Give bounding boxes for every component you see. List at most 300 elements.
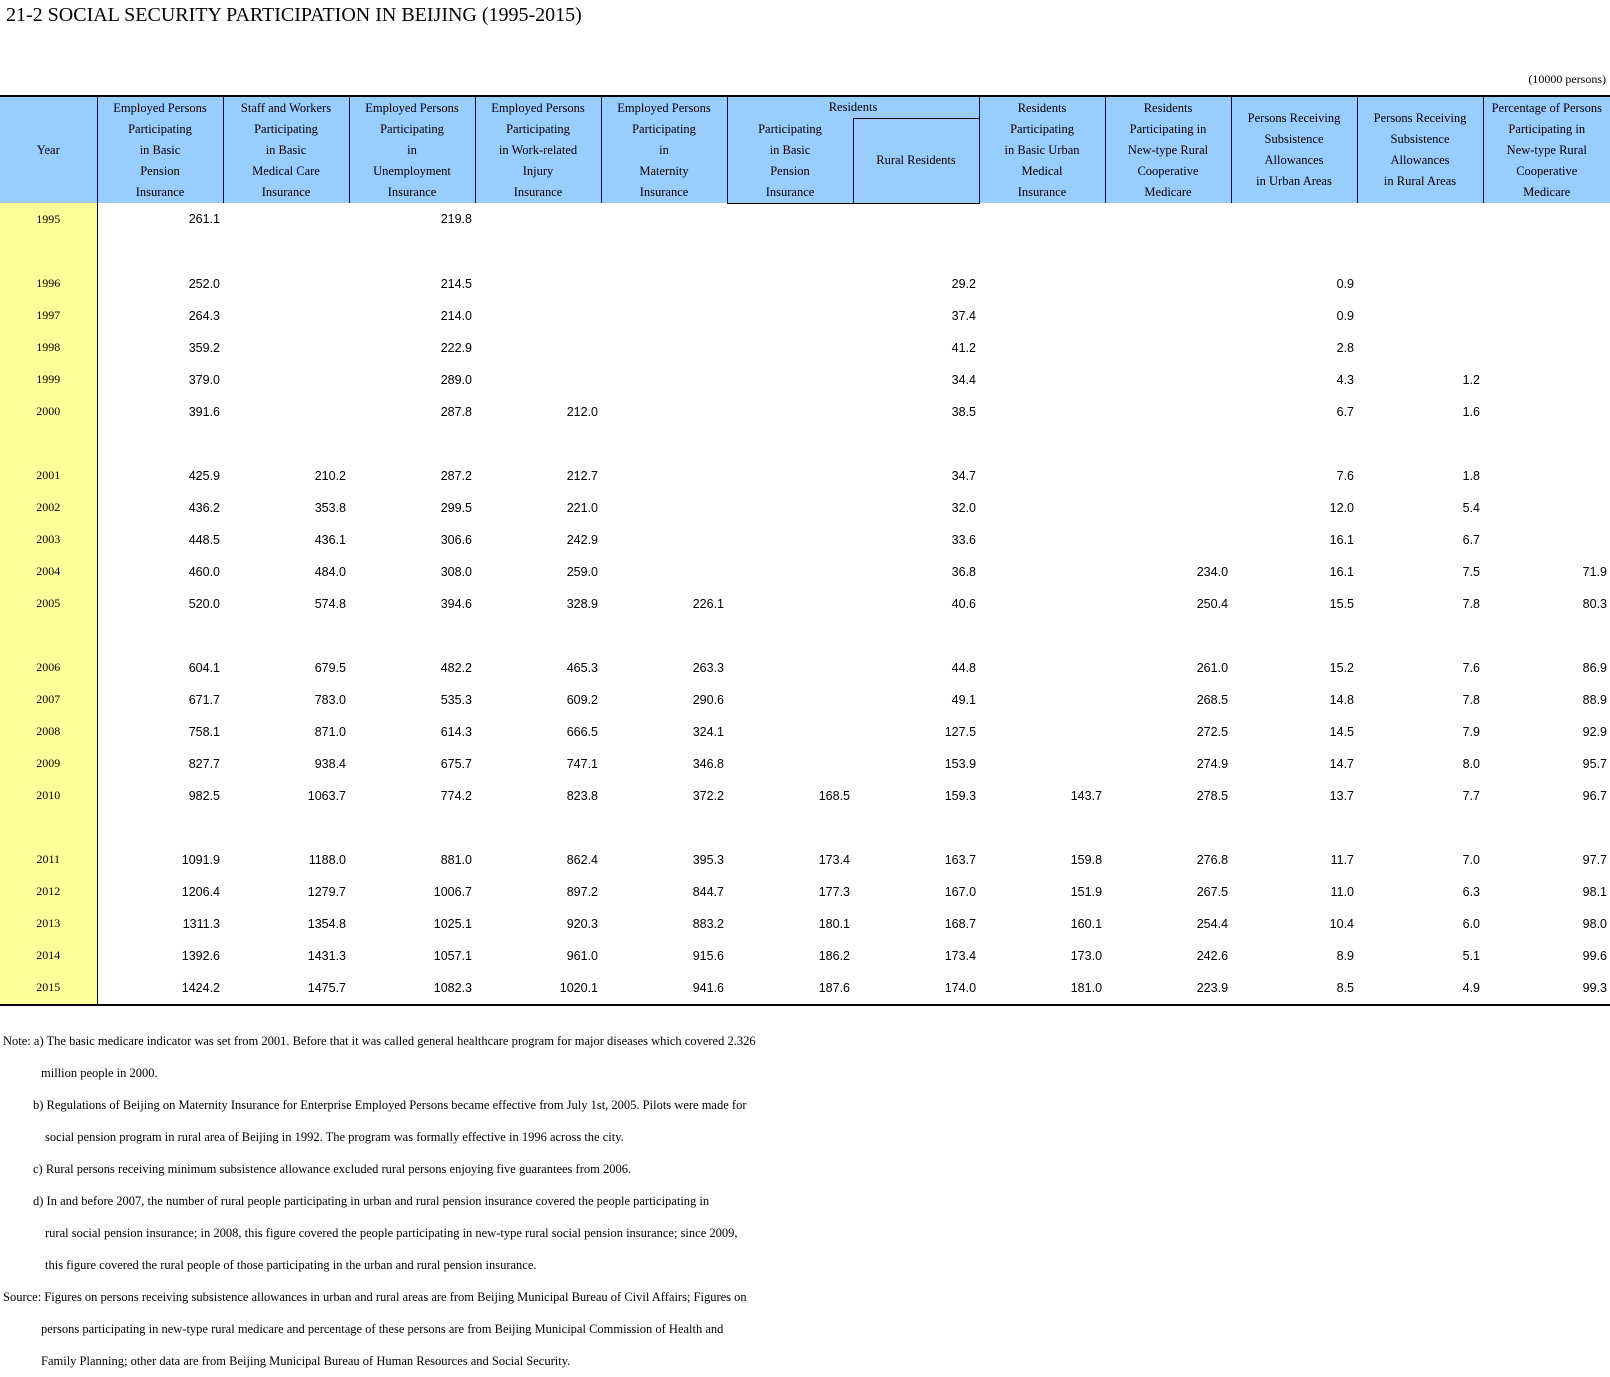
header-maternity-line3: in xyxy=(659,142,669,157)
cell-residents-pension xyxy=(727,300,853,332)
cell-rural-cooperative xyxy=(1105,524,1231,556)
empty-cell xyxy=(475,428,601,460)
cell-maternity: 395.3 xyxy=(692,852,724,867)
table-row-1995 xyxy=(0,203,1610,236)
header-medical-care-line3: in Basic xyxy=(265,142,307,157)
empty-cell xyxy=(853,620,979,652)
empty-cell xyxy=(853,236,979,268)
table-row-2004 xyxy=(0,556,1610,588)
header-maternity xyxy=(601,96,727,203)
cell-rural-cooperative xyxy=(1105,268,1231,300)
notes-section xyxy=(3,1025,1603,1377)
cell-percentage-cooperative: 96.7 xyxy=(1582,788,1608,803)
cell-residents-pension xyxy=(727,332,853,364)
year-cell: 2001 xyxy=(0,460,97,492)
cell-medical-care: 484.0 xyxy=(314,564,346,579)
header-rural-subsistence-line2: Subsistence xyxy=(1390,132,1450,146)
header-maternity-line4: Maternity xyxy=(639,163,689,178)
table-row-2012 xyxy=(0,876,1610,908)
cell-rural-residents: 44.8 xyxy=(951,660,977,675)
cell-urban-medical xyxy=(979,652,1105,684)
empty-cell xyxy=(979,428,1105,460)
cell-urban-medical xyxy=(979,524,1105,556)
cell-maternity: 915.6 xyxy=(692,948,724,963)
year-cell: 2014 xyxy=(0,940,97,972)
cell-urban-subsistence: 14.7 xyxy=(1329,756,1355,771)
cell-urban-subsistence: 0.9 xyxy=(1336,276,1355,291)
cell-urban-subsistence: 13.7 xyxy=(1329,788,1355,803)
cell-work-injury: 242.9 xyxy=(566,532,598,547)
cell-urban-subsistence: 11.7 xyxy=(1330,852,1355,867)
cell-rural-subsistence: 5.1 xyxy=(1462,948,1481,963)
cell-maternity xyxy=(601,524,727,556)
unit-label: (10000 persons) xyxy=(1528,72,1606,86)
note-b-line1: b) Regulations of Beijing on Maternity Insurance for Enterprise Employed Persons became effective from July 1st, 2005. Pilots were made for xyxy=(33,1098,747,1112)
year-cell: 1995 xyxy=(0,203,97,236)
year-cell: 2000 xyxy=(0,396,97,428)
empty-cell xyxy=(1357,620,1483,652)
cell-pension: 1311.3 xyxy=(182,916,220,931)
header-urban-subsistence-line1: Persons Receiving xyxy=(1247,111,1341,125)
cell-unemployment: 1006.7 xyxy=(433,884,472,899)
cell-residents-pension xyxy=(727,364,853,396)
cell-urban-subsistence: 16.1 xyxy=(1329,532,1355,547)
cell-pension: 252.0 xyxy=(188,276,220,291)
header-percentage-cooperative xyxy=(1483,96,1610,203)
note-c: c) Rural persons receiving minimum subsistence allowance excluded rural persons enjoying five guarantees from 2006. xyxy=(33,1162,632,1176)
cell-unemployment: 219.8 xyxy=(440,212,472,227)
table-row-2006 xyxy=(0,652,1610,684)
cell-rural-residents: 37.4 xyxy=(951,308,977,323)
cell-residents-pension xyxy=(727,652,853,684)
cell-work-injury: 328.9 xyxy=(566,596,598,611)
cell-rural-residents: 33.6 xyxy=(951,532,977,547)
note-a-line2: million people in 2000. xyxy=(41,1066,158,1080)
header-year: Year xyxy=(0,96,97,203)
empty-cell xyxy=(349,620,475,652)
header-urban-subsistence-line2: Subsistence xyxy=(1264,132,1324,146)
cell-rural-cooperative: 274.9 xyxy=(1196,756,1229,771)
cell-maternity: 346.8 xyxy=(692,756,724,771)
table-row-2000 xyxy=(0,396,1610,428)
cell-unemployment: 394.6 xyxy=(440,596,472,611)
cell-residents-pension: 173.4 xyxy=(818,852,850,867)
empty-cell xyxy=(1105,428,1231,460)
cell-rural-residents: 167.0 xyxy=(944,884,977,899)
header-unemployment-line1: Employed Persons xyxy=(365,100,459,115)
cell-maternity xyxy=(601,556,727,588)
header-rural-cooperative-line2: Participating in xyxy=(1129,121,1207,136)
cell-percentage-cooperative xyxy=(1483,268,1610,300)
header-urban-medical xyxy=(979,96,1105,203)
cell-medical-care xyxy=(223,300,349,332)
cell-percentage-cooperative xyxy=(1483,203,1610,236)
cell-rural-residents: 29.2 xyxy=(951,276,977,291)
table-row-2003 xyxy=(0,524,1610,556)
cell-rural-subsistence: 7.0 xyxy=(1462,852,1481,867)
cell-urban-medical xyxy=(979,203,1105,236)
cell-maternity xyxy=(601,268,727,300)
header-medical-care-line1: Staff and Workers xyxy=(240,100,332,115)
cell-rural-subsistence: 7.6 xyxy=(1462,660,1481,675)
cell-rural-subsistence: 8.0 xyxy=(1462,756,1481,771)
cell-urban-subsistence: 10.4 xyxy=(1329,916,1355,931)
note-a-line1: Note: a) The basic medicare indicator was set from 2001. Before that it was called general healthcare program for major diseases which covered 2.326 xyxy=(3,1034,756,1048)
header-maternity-line2: Participating xyxy=(632,121,696,136)
cell-rural-residents: 49.1 xyxy=(951,692,977,707)
cell-urban-subsistence: 2.8 xyxy=(1336,340,1355,355)
header-medical-care-line2: Participating xyxy=(254,121,318,136)
cell-rural-residents: 36.8 xyxy=(951,564,977,579)
empty-cell xyxy=(349,812,475,844)
cell-rural-subsistence: 6.7 xyxy=(1462,532,1481,547)
cell-rural-subsistence: 1.2 xyxy=(1462,372,1481,387)
header-urban-medical-line3: in Basic Urban xyxy=(1004,142,1080,157)
cell-maternity xyxy=(601,332,727,364)
header-work-injury-line2: Participating xyxy=(506,121,570,136)
year-cell: 2011 xyxy=(0,844,97,876)
cell-maternity: 290.6 xyxy=(692,692,724,707)
header-unemployment-line2: Participating xyxy=(380,121,444,136)
empty-cell xyxy=(475,236,601,268)
empty-cell xyxy=(1483,428,1610,460)
cell-rural-cooperative: 234.0 xyxy=(1196,564,1229,579)
cell-percentage-cooperative: 88.9 xyxy=(1582,692,1608,707)
empty-cell xyxy=(97,812,223,844)
header-medical-care-line4: Medical Care xyxy=(252,163,320,178)
cell-rural-subsistence: 6.3 xyxy=(1462,884,1481,899)
cell-urban-medical xyxy=(979,268,1105,300)
header-rural-cooperative-line3: New-type Rural xyxy=(1127,142,1209,157)
year-cell: 2008 xyxy=(0,716,97,748)
header-unemployment-line5: Insurance xyxy=(387,184,437,199)
empty-cell xyxy=(475,812,601,844)
empty-cell xyxy=(475,620,601,652)
note-d-line1: d) In and before 2007, the number of rural people participating in urban and rural pension insurance covered the people participating in xyxy=(33,1194,710,1208)
cell-unemployment: 774.2 xyxy=(440,788,472,803)
empty-cell xyxy=(1357,812,1483,844)
header-rural-subsistence-line4: in Rural Areas xyxy=(1383,174,1457,188)
header-unemployment-line4: Unemployment xyxy=(373,163,451,178)
spacer-row xyxy=(0,428,1610,460)
cell-medical-care xyxy=(223,364,349,396)
cell-pension: 264.3 xyxy=(188,308,220,323)
cell-rural-cooperative: 254.4 xyxy=(1196,916,1229,931)
empty-cell xyxy=(601,236,727,268)
table-row-2001 xyxy=(0,460,1610,492)
cell-rural-cooperative: 261.0 xyxy=(1196,660,1229,675)
cell-work-injury: 961.0 xyxy=(566,948,598,963)
header-urban-medical-line2: Participating xyxy=(1010,121,1074,136)
cell-percentage-cooperative xyxy=(1483,492,1610,524)
table-row-2008 xyxy=(0,716,1610,748)
empty-cell xyxy=(727,236,853,268)
cell-rural-cooperative: 276.8 xyxy=(1196,852,1229,867)
cell-medical-care xyxy=(223,396,349,428)
cell-unemployment: 287.2 xyxy=(440,468,472,483)
year-cell: 2006 xyxy=(0,652,97,684)
cell-medical-care: 1431.3 xyxy=(307,948,346,963)
empty-cell xyxy=(1105,236,1231,268)
cell-rural-cooperative: 242.6 xyxy=(1196,948,1229,963)
cell-unemployment: 1025.1 xyxy=(433,916,472,931)
cell-urban-medical: 143.7 xyxy=(1070,788,1103,803)
cell-urban-medical xyxy=(979,716,1105,748)
cell-work-injury: 212.0 xyxy=(566,404,598,419)
year-cell: 2005 xyxy=(0,588,97,620)
empty-cell xyxy=(349,236,475,268)
table-row-2013 xyxy=(0,908,1610,940)
cell-work-injury: 1020.1 xyxy=(475,972,601,1005)
cell-rural-residents: 174.0 xyxy=(853,972,979,1005)
cell-pension: 436.2 xyxy=(188,500,220,515)
empty-cell xyxy=(349,428,475,460)
cell-percentage-cooperative xyxy=(1483,300,1610,332)
cell-pension: 1091.9 xyxy=(181,852,220,867)
cell-percentage-cooperative xyxy=(1483,332,1610,364)
cell-pension: 391.6 xyxy=(188,404,220,419)
cell-rural-residents: 153.9 xyxy=(944,756,977,771)
cell-work-injury: 221.0 xyxy=(566,500,598,515)
cell-urban-subsistence: 11.0 xyxy=(1330,884,1355,899)
empty-cell xyxy=(1357,428,1483,460)
cell-urban-medical: 160.1 xyxy=(1070,916,1103,931)
header-pension-line3: in Basic xyxy=(139,142,181,157)
empty-cell xyxy=(1231,812,1357,844)
cell-rural-subsistence: 1.8 xyxy=(1462,468,1481,483)
header-rural-subsistence xyxy=(1357,96,1483,203)
cell-percentage-cooperative: 92.9 xyxy=(1582,724,1608,739)
cell-unemployment: 1082.3 xyxy=(349,972,475,1005)
cell-unemployment: 881.0 xyxy=(440,852,472,867)
empty-cell xyxy=(1231,620,1357,652)
cell-residents-pension xyxy=(727,460,853,492)
year-cell: 2007 xyxy=(0,684,97,716)
cell-urban-medical xyxy=(979,492,1105,524)
header-residents-pension-line5: Insurance xyxy=(765,184,815,199)
cell-medical-care xyxy=(223,332,349,364)
cell-rural-residents: 32.0 xyxy=(951,500,977,515)
year-cell: 1999 xyxy=(0,364,97,396)
table-row-1997 xyxy=(0,300,1610,332)
cell-rural-subsistence xyxy=(1357,203,1483,236)
cell-unemployment: 289.0 xyxy=(440,372,472,387)
cell-percentage-cooperative: 97.7 xyxy=(1582,852,1608,867)
table-row-2005 xyxy=(0,588,1610,620)
cell-maternity: 883.2 xyxy=(692,916,724,931)
year-cell-empty xyxy=(0,236,97,268)
cell-urban-subsistence: 15.5 xyxy=(1329,596,1355,611)
page-title: 21-2 SOCIAL SECURITY PARTICIPATION IN BEIJING (1995-2015) xyxy=(6,4,582,26)
header-maternity-line1: Employed Persons xyxy=(617,100,711,115)
year-cell: 2012 xyxy=(0,876,97,908)
cell-medical-care: 679.5 xyxy=(314,660,346,675)
cell-work-injury: 609.2 xyxy=(566,692,598,707)
cell-maternity: 372.2 xyxy=(692,788,724,803)
cell-percentage-cooperative: 80.3 xyxy=(1582,596,1608,611)
empty-cell xyxy=(727,620,853,652)
cell-rural-residents: 38.5 xyxy=(951,404,977,419)
cell-maternity xyxy=(601,300,727,332)
header-residents-pension-group xyxy=(727,96,979,119)
header-maternity-line5: Insurance xyxy=(639,184,689,199)
empty-cell xyxy=(601,812,727,844)
cell-rural-subsistence: 6.0 xyxy=(1462,916,1481,931)
cell-urban-subsistence: 8.9 xyxy=(1336,948,1355,963)
cell-urban-medical xyxy=(979,684,1105,716)
cell-work-injury: 747.1 xyxy=(566,756,598,771)
cell-rural-cooperative xyxy=(1105,203,1231,236)
cell-residents-pension xyxy=(727,556,853,588)
cell-rural-subsistence xyxy=(1357,300,1483,332)
cell-pension: 758.1 xyxy=(188,724,220,739)
cell-work-injury: 823.8 xyxy=(566,788,598,803)
cell-unemployment: 1057.1 xyxy=(433,948,472,963)
year-cell: 2003 xyxy=(0,524,97,556)
cell-percentage-cooperative: 86.9 xyxy=(1582,660,1608,675)
cell-percentage-cooperative: 98.1 xyxy=(1582,884,1608,899)
cell-medical-care xyxy=(223,268,349,300)
cell-percentage-cooperative: 99.6 xyxy=(1582,948,1608,963)
cell-work-injury: 666.5 xyxy=(566,724,598,739)
cell-unemployment: 287.8 xyxy=(440,404,472,419)
header-residents-pension-line3: in Basic xyxy=(769,142,811,157)
empty-cell xyxy=(97,236,223,268)
cell-rural-residents: 173.4 xyxy=(944,948,977,963)
cell-unemployment: 214.0 xyxy=(440,308,472,323)
cell-residents-pension xyxy=(727,748,853,780)
header-medical-care xyxy=(223,96,349,203)
cell-urban-subsistence: 15.2 xyxy=(1329,660,1355,675)
cell-rural-cooperative xyxy=(1105,492,1231,524)
cell-residents-pension xyxy=(727,588,853,620)
cell-urban-medical xyxy=(979,396,1105,428)
cell-maternity xyxy=(601,203,727,236)
spacer-row xyxy=(0,620,1610,652)
cell-residents-pension xyxy=(727,203,853,236)
cell-percentage-cooperative xyxy=(1483,364,1610,396)
cell-residents-pension: 168.5 xyxy=(818,788,850,803)
cell-rural-residents xyxy=(853,203,979,236)
empty-cell xyxy=(601,620,727,652)
header-percentage-cooperative-line1: Percentage of Persons xyxy=(1491,100,1602,115)
cell-work-injury xyxy=(475,364,601,396)
cell-medical-care: 1188.0 xyxy=(308,852,346,867)
empty-cell xyxy=(979,812,1105,844)
year-cell: 2010 xyxy=(0,780,97,812)
cell-medical-care: 1279.7 xyxy=(307,884,346,899)
cell-rural-cooperative: 250.4 xyxy=(1196,596,1229,611)
cell-pension: 425.9 xyxy=(188,468,220,483)
cell-rural-subsistence: 7.8 xyxy=(1462,596,1481,611)
header-unemployment-line3: in xyxy=(407,142,417,157)
cell-urban-subsistence: 0.9 xyxy=(1336,308,1355,323)
cell-percentage-cooperative xyxy=(1483,524,1610,556)
header-percentage-cooperative-line2: Participating in xyxy=(1508,121,1586,136)
cell-urban-subsistence: 8.5 xyxy=(1231,972,1357,1005)
cell-percentage-cooperative: 71.9 xyxy=(1582,564,1608,579)
year-cell: 2009 xyxy=(0,748,97,780)
year-cell-empty xyxy=(0,428,97,460)
cell-urban-medical xyxy=(979,748,1105,780)
empty-cell xyxy=(853,428,979,460)
header-pension-line2: Participating xyxy=(128,121,192,136)
cell-work-injury xyxy=(475,300,601,332)
note-b-line2: social pension program in rural area of Beijing in 1992. The program was formally effective in 1996 across the city. xyxy=(45,1130,624,1144)
table-row-2011 xyxy=(0,844,1610,876)
cell-rural-residents: 34.7 xyxy=(951,468,977,483)
cell-rural-residents: 168.7 xyxy=(944,916,977,931)
cell-medical-care: 1475.7 xyxy=(223,972,349,1005)
cell-pension: 379.0 xyxy=(188,372,220,387)
empty-cell xyxy=(223,428,349,460)
cell-rural-cooperative xyxy=(1105,332,1231,364)
year-cell: 2002 xyxy=(0,492,97,524)
cell-residents-pension xyxy=(727,524,853,556)
cell-rural-residents: 159.3 xyxy=(944,788,977,803)
header-rural-cooperative xyxy=(1105,96,1231,203)
header-percentage-cooperative-line3: New-type Rural xyxy=(1506,142,1587,157)
empty-cell xyxy=(223,236,349,268)
empty-cell xyxy=(601,428,727,460)
cell-medical-care: 871.0 xyxy=(314,724,346,739)
cell-rural-cooperative: 223.9 xyxy=(1105,972,1231,1005)
cell-work-injury: 862.4 xyxy=(566,852,598,867)
cell-medical-care: 210.2 xyxy=(314,468,346,483)
cell-maternity xyxy=(601,492,727,524)
cell-percentage-cooperative: 95.7 xyxy=(1582,756,1608,771)
year-cell: 2015 xyxy=(0,972,97,1005)
empty-cell xyxy=(1231,236,1357,268)
cell-pension: 1424.2 xyxy=(97,972,223,1005)
header-work-injury-line3: in Work-related xyxy=(498,142,578,157)
cell-urban-subsistence: 12.0 xyxy=(1329,500,1355,515)
cell-residents-pension: 180.1 xyxy=(818,916,850,931)
empty-cell xyxy=(1105,812,1231,844)
cell-pension: 359.2 xyxy=(188,340,220,355)
cell-work-injury: 465.3 xyxy=(566,660,598,675)
header-pension-line1: Employed Persons xyxy=(113,100,207,115)
cell-medical-care: 783.0 xyxy=(314,692,346,707)
year-cell: 2013 xyxy=(0,908,97,940)
empty-cell xyxy=(979,620,1105,652)
cell-residents-pension xyxy=(727,716,853,748)
empty-cell xyxy=(1231,428,1357,460)
cell-pension: 604.1 xyxy=(188,660,220,675)
cell-urban-subsistence: 7.6 xyxy=(1336,468,1355,483)
empty-cell xyxy=(1483,236,1610,268)
cell-unemployment: 299.5 xyxy=(440,500,472,515)
header-rural-residents: Rural Residents xyxy=(853,119,979,204)
cell-urban-subsistence: 14.5 xyxy=(1329,724,1355,739)
cell-residents-pension xyxy=(727,684,853,716)
header-urban-medical-line1: Residents xyxy=(1017,100,1067,115)
header-residents-pension xyxy=(727,119,853,204)
cell-unemployment: 306.6 xyxy=(440,532,472,547)
table-row-1999 xyxy=(0,364,1610,396)
empty-cell xyxy=(97,620,223,652)
cell-pension: 671.7 xyxy=(188,692,220,707)
cell-work-injury: 259.0 xyxy=(566,564,598,579)
header-percentage-cooperative-line5: Medicare xyxy=(1523,184,1571,199)
year-cell: 1997 xyxy=(0,300,97,332)
cell-percentage-cooperative: 99.3 xyxy=(1483,972,1610,1005)
cell-maternity: 324.1 xyxy=(692,724,724,739)
header-urban-subsistence-line4: in Urban Areas xyxy=(1256,174,1332,188)
cell-urban-subsistence: 6.7 xyxy=(1336,404,1355,419)
cell-pension: 1392.6 xyxy=(181,948,220,963)
cell-maternity: 941.6 xyxy=(601,972,727,1005)
